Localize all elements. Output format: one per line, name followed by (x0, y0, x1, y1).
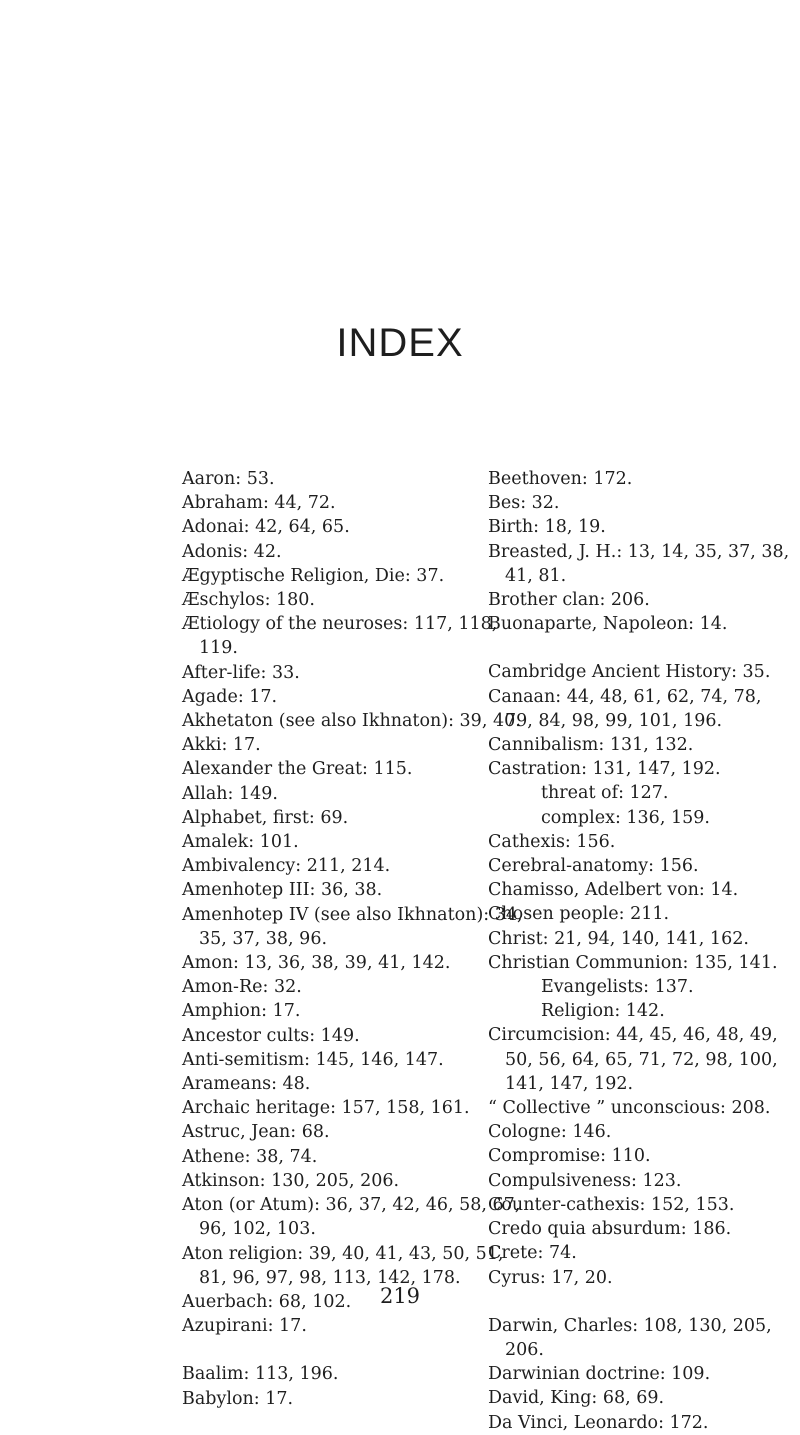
index-entry: Christ: 21, 94, 140, 141, 162. (488, 928, 749, 949)
index-entry: Chamisso, Adelbert von: 14. (488, 880, 739, 901)
index-entry: Babylon: 17. (182, 1388, 294, 1409)
index-entry: Buonaparte, Napoleon: 14. (488, 614, 728, 635)
index-entry: Archaic heritage: 157, 158, 161. (182, 1098, 470, 1119)
index-entry: Arameans: 48. (182, 1074, 311, 1095)
index-entry: Cannibalism: 131, 132. (488, 735, 694, 756)
index-entry: Amphion: 17. (182, 1001, 301, 1022)
index-subentry: Evangelists: 137. (541, 977, 694, 998)
index-entry: Compromise: 110. (488, 1146, 651, 1167)
index-entry: Baalim: 113, 196. (182, 1364, 339, 1385)
index-subentry: Religion: 142. (541, 1001, 665, 1022)
index-entry: Amenhotep IV (see also Ikhnaton): 34, 35, 37, 38, 96. (182, 904, 523, 949)
index-entry: Abraham: 44, 72. (182, 493, 336, 514)
index-entry: Athene: 38, 74. (182, 1146, 318, 1167)
index-entry: Akhetaton (see also Ikhnaton): 39, 40. (182, 711, 521, 732)
index-entry: Compulsiveness: 123. (488, 1170, 682, 1191)
index-entry: Adonis: 42. (182, 541, 282, 562)
index-entry: Canaan: 44, 48, 61, 62, 74, 78, 79, 84, 98, 99, 101, 196. (488, 686, 762, 731)
index-entry: Ætiology of the neuroses: 117, 118, 119. (182, 614, 498, 659)
index-entry: Aton religion: 39, 40, 41, 43, 50, 51, 81, 96, 97, 98, 113, 142, 178. (182, 1243, 504, 1288)
index-entry: Cambridge Ancient History: 35. (488, 662, 771, 683)
index-entry: Amenhotep III: 36, 38. (182, 880, 383, 901)
index-subentry: threat of: 127. (541, 783, 669, 804)
index-entry: David, King: 68, 69. (488, 1388, 665, 1409)
index-entry: Agade: 17. (182, 686, 278, 707)
index-entry: Da Vinci, Leonardo: 172. (488, 1412, 709, 1433)
index-entry: Ancestor cults: 149. (182, 1025, 360, 1046)
index-entry: Ambivalency: 211, 214. (182, 856, 391, 877)
index-subentry: complex: 136, 159. (541, 807, 710, 828)
index-entry: Allah: 149. (182, 783, 278, 804)
index-entry: Alphabet, first: 69. (182, 807, 349, 828)
index-entry: Akki: 17. (182, 735, 261, 756)
index-entry: Cerebral-anatomy: 156. (488, 856, 699, 877)
index-entry: Darwin, Charles: 108, 130, 205, 206. (488, 1315, 772, 1360)
index-entry: Counter-cathexis: 152, 153. (488, 1194, 735, 1215)
page-number: 219 (379, 1284, 421, 1308)
index-entry: Æschylos: 180. (182, 590, 315, 611)
section-gap (182, 1338, 532, 1362)
index-entry: “ Collective ” unconscious: 208. (488, 1098, 771, 1119)
index-entry: Cathexis: 156. (488, 831, 616, 852)
index-entry: Breasted, J. H.: 13, 14, 35, 37, 38, 41, 81. (488, 541, 790, 586)
index-entry: Aaron: 53. (182, 469, 275, 489)
index-entry: Cyrus: 17, 20. (488, 1267, 613, 1288)
index-entry: Anti-semitism: 145, 146, 147. (182, 1049, 444, 1070)
index-entry: Birth: 18, 19. (488, 517, 606, 538)
index-entry: Adonai: 42, 64, 65. (182, 517, 350, 538)
page-title: INDEX (336, 321, 464, 365)
index-entry: Ægyptische Religion, Die: 37. (182, 565, 445, 586)
index-entry: Astruc, Jean: 68. (182, 1122, 330, 1143)
index-entry: Amon: 13, 36, 38, 39, 41, 142. (182, 953, 451, 974)
index-entry: Auerbach: 68, 102. (182, 1291, 352, 1312)
index-entry: Crete: 74. (488, 1243, 577, 1264)
section-gap (488, 636, 792, 660)
index-entry: Castration: 131, 147, 192. (488, 759, 721, 780)
index-entry: Darwinian doctrine: 109. (488, 1364, 711, 1385)
index-entry: After-life: 33. (182, 662, 300, 683)
index-entry: Amon-Re: 32. (182, 977, 302, 998)
index-entry: Credo quia absurdum: 186. (488, 1219, 732, 1240)
index-entry: Beethoven: 172. (488, 469, 633, 489)
index-entry: Azupirani: 17. (182, 1316, 307, 1337)
index-entry: Amalek: 101. (182, 832, 299, 853)
index-entry: Bes: 32. (488, 493, 560, 514)
index-entry: Christian Communion: 135, 141. (488, 952, 778, 973)
index-entry: Circumcision: 44, 45, 46, 48, 49, 50, 56, 64, 65, 71, 72, 98, 100, 141, 147, 192. (488, 1025, 778, 1094)
index-entry: Aton (or Atum): 36, 37, 42, 46, 58, 67, 96, 102, 103. (182, 1195, 521, 1240)
index-entry: Chosen people: 211. (488, 904, 670, 925)
index-entry: Brother clan: 206. (488, 590, 650, 611)
index-column-left (182, 467, 532, 1411)
index-entry: Alexander the Great: 115. (182, 759, 413, 780)
index-entry: Atkinson: 130, 205, 206. (182, 1170, 400, 1191)
index-entry: Cologne: 146. (488, 1122, 612, 1143)
